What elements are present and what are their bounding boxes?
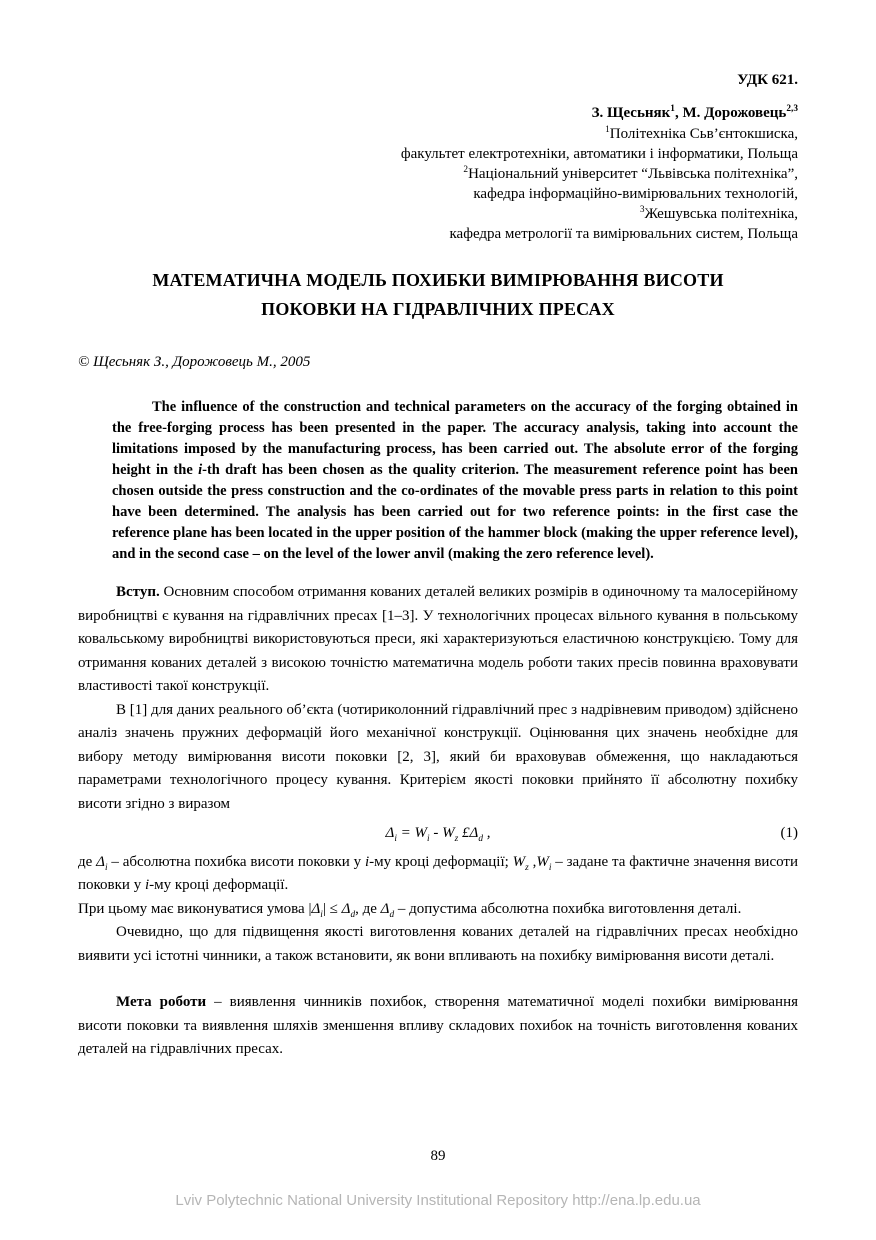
article-body [78,581,798,1062]
affiliation-line: факультет електротехніки, автоматики і інформатики, Польща [400,146,798,162]
udc-code: УДК 621. [737,72,798,88]
affiliation-line: кафедра інформаційно-вимірювальних технологій, [473,186,798,202]
equation-1 [78,822,798,846]
footer-watermark: Lviv Polytechnic National University Institutional Repository http://ena.lp.edu.ua [175,1192,701,1209]
paragraph-analysis: В [1] для даних реального об’єкта (чотириколонний гідравлічний прес з надрівневим приводом) здійснено аналіз значень пружних деформацій його механічної конструкції. Оцінювання цих значень необхідне для вибору методу вимірювання висоти поковки [2, 3], який би враховував обмеження, що накладаються параметрами технологічного процесу кування. Критерієм якості поковки прийнято її абсолютну похибку висоти згідно з виразом [78,701,798,812]
affiliation-line: $^1$Політехніка Сьв’єнтокшиска, [605,125,798,142]
paragraph-intro: Вступ. Основним способом отримання кованих деталей великих розмірів в одиночному та малосерійному виробництві є кування на гідравлічних пресах [1–3]. У технологічних процесах вільного кування в польському ковальському виробництві використовуються преси, які характеризуються еластичною конструкцією. Тому для отримання кованих деталей з високою точністю математична модель роботи таких пресів повинна враховувати властивості такої конструкції. [78,584,798,694]
equation-formula: $\Delta_i = W_i - W_z$ $£\Delta_d$ , [385,825,491,844]
copyright-line: © Щесьняк З., Дорожовець М., 2005 [78,354,311,370]
affiliation-line: $^2$Національний університет “Львівська політехніка”, [463,165,798,182]
paragraph-factors: Очевидно, що для підвищення якості виготовлення кованих деталей на гідравлічних пресах необхідно виявити усі істотні чинники, а також встановити, як вони впливають на похибку вимірювання висоти деталі. [78,924,798,964]
affiliation-line: кафедра метрології та вимірювальних систем, Польща [449,226,798,242]
affiliations-block [78,124,798,244]
paper-title [78,266,798,324]
paper-title-line1: МАТЕМАТИЧНА МОДЕЛЬ ПОХИБКИ ВИМІРЮВАННЯ ВИСОТИ [152,270,724,290]
page-number: 89 [430,1148,446,1164]
equation-number: (1) [780,825,798,841]
paragraph-goal: Мета роботи – виявлення чинників похибок, створення математичної моделі похибки вимірювання висоти поковки та виявлення шляхів зменшення впливу складових похибок на точність виготовлення кованих деталей на гідравлічних пресах. [78,994,798,1057]
authors-line: З. Щесьняк$^1$, М. Дорожовець$^{2,3}$ [591,104,798,121]
affiliation-line: $^3$Жешувська політехніка, [639,205,798,222]
paragraph-definitions: де $\Delta_i$ – абсолютна похибка висоти поковки у і-му кроці деформації; $W_z$ $,W_i$ – задане та фактичне значення висоти поковки у і-му кроці деформації. [78,853,799,893]
paper-title-line2: ПОКОВКИ НА ГІДРАВЛІЧНИХ ПРЕСАХ [261,299,615,319]
paragraph-condition: При цьому має виконуватися умова $|\Delta_i| \le \Delta_d$, де $\Delta_d$ – допустима абсолютна похибка виготовлення деталі. [78,900,742,920]
abstract-text: The influence of the construction and technical parameters on the accuracy of the forging obtained in the free-forging process has been presented in the paper. The accuracy analysis, taking into account the limitations imposed by the manufacturing process, has been carried out. The absolute error of the forging height in the i-th draft has been chosen as the quality criterion. The measurement reference point has been chosen outside the press construction and the co-ordinates of the movable press parts in relation to this point have been determined. The analysis has been carried out for two reference points: in the first case the reference plane has been located in the upper position of the hammer block (making the upper reference level), and in the second case – on the level of the lower anvil (making the zero reference level). [112,399,798,562]
